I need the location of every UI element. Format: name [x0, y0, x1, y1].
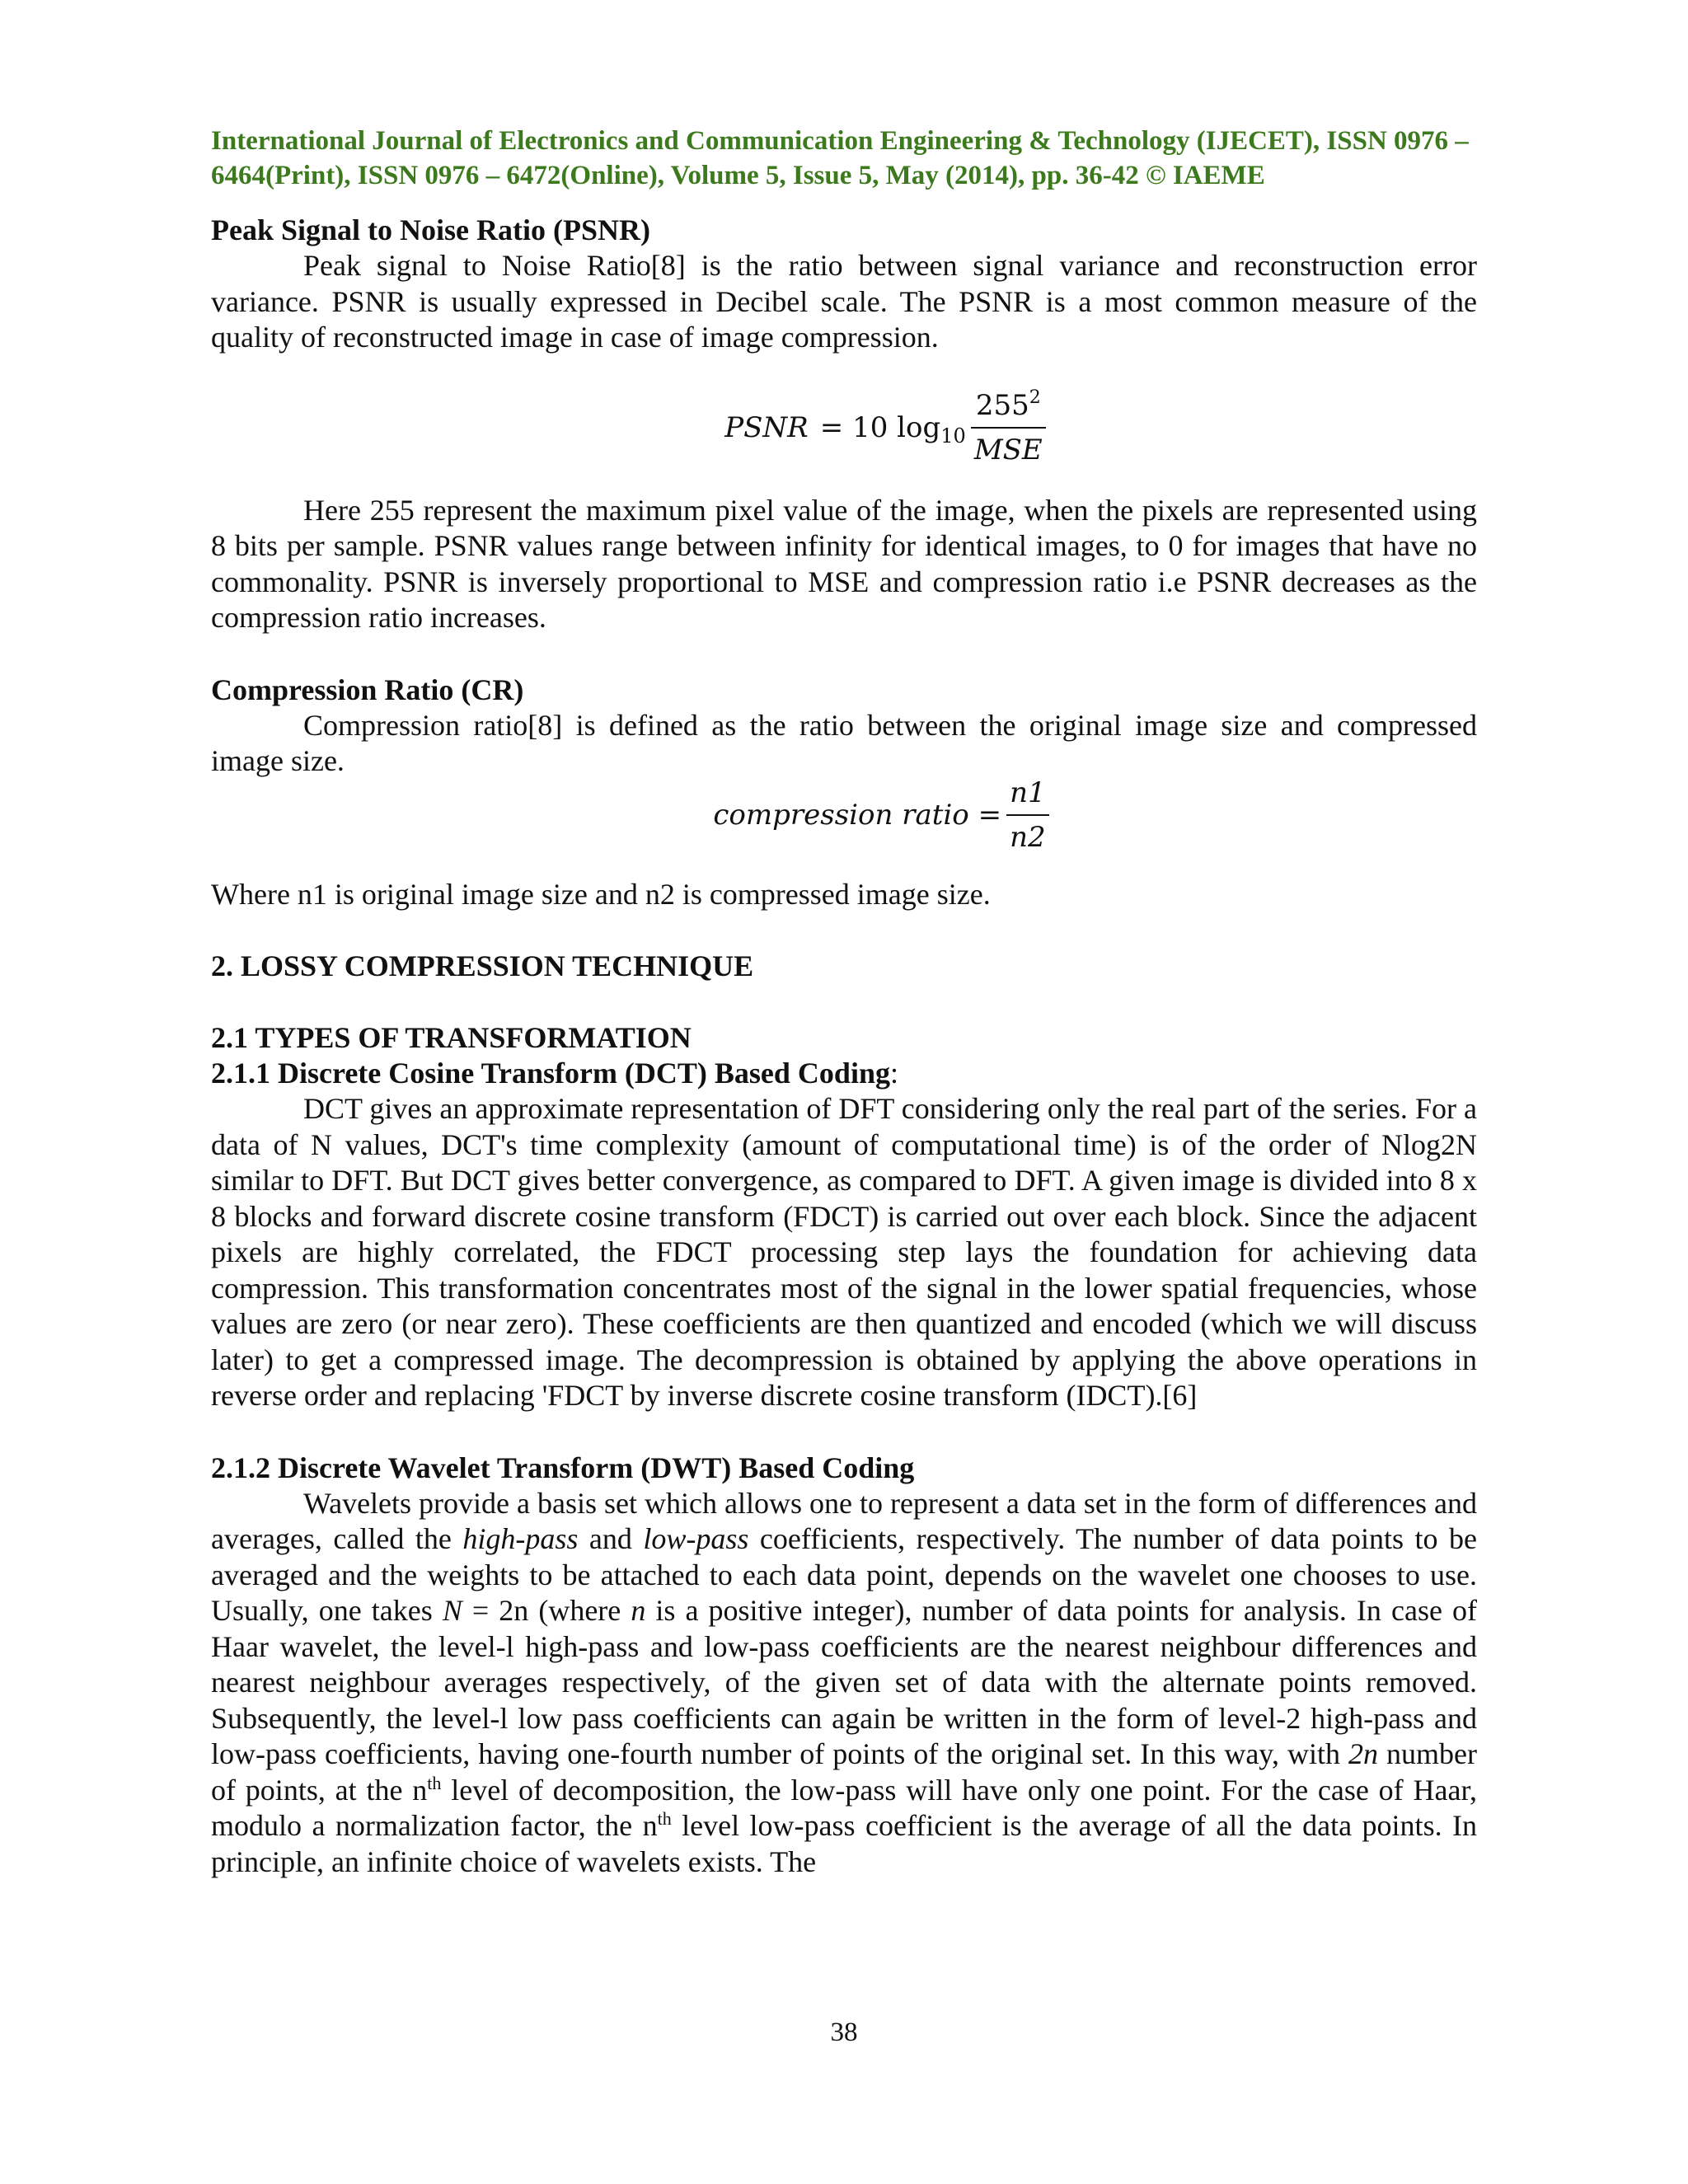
cr-eq-denominator: n2	[1006, 814, 1049, 854]
section-2-1-2-heading: 2.1.2 Discrete Wavelet Transform (DWT) Based Coding	[211, 1451, 915, 1484]
dwt-italic-N: N	[442, 1594, 462, 1627]
psnr-equation	[293, 389, 1477, 466]
dwt-paragraph	[211, 1486, 1477, 1881]
psnr-eq-op: = 10 log	[819, 410, 941, 444]
psnr-eq-denominator: MSE	[971, 427, 1046, 466]
dwt-text-1: Wavelets provide a basis set which allows one to represent a data set in the form of differences and averages, called the	[211, 1486, 1477, 1555]
dwt-text-5: is a positive integer), number of data points for analysis. In case of Haar wavelet, the level-l high-pass and low-pass coefficients are the nearest neighbour differences and nearest neighbour averages respectively, of the given set of data with the alternate points removed. Subsequently, the level-l low pass coefficients can again be written in the form of level-2 high-pass and low-pass coefficients, having one-fourth number of points of the original set. In this way, with	[211, 1594, 1477, 1770]
journal-header-line-1: International Journal of Electronics and Communication Engineering & Technology (IJECET), ISSN 0976 –	[211, 126, 1469, 156]
psnr-eq-exponent: 2	[1029, 387, 1041, 408]
cr-eq-numerator: n1	[1010, 776, 1046, 809]
psnr-paragraph-1: Peak signal to Noise Ratio[8] is the ratio between signal variance and reconstruction error variance. PSNR is usually expressed in Decibel scale. The PSNR is a most common measure of the quality of reconstructed image in case of image compression.	[211, 249, 1477, 354]
psnr-paragraph-2: Here 255 represent the maximum pixel value of the image, when the pixels are represented using 8 bits per sample. PSNR values range between infinity for identical images, to 0 for images that have no commonality. PSNR is inversely proportional to MSE and compression ratio i.e PSNR decreases as the compression ratio increases.	[211, 493, 1477, 634]
dwt-text-7: level of decomposition, the low-pass will have only one point. For the case of Haar, modulo a normalization factor, the n	[211, 1773, 1478, 1842]
journal-header-line-2: 6464(Print), ISSN 0976 – 6472(Online), Volume 5, Issue 5, May (2014), pp. 36-42 © IAEME	[211, 161, 1265, 190]
dct-paragraph: DCT gives an approximate representation of DFT considering only the real part of the series. For a data of N values, DCT's time complexity (amount of computational time) is of the order of Nlog2N similar to DFT. But DCT gives better convergence, as compared to DFT. A given image is divided into 8 x 8 blocks and forward discrete cosine transform (FDCT) is carried out over each block. Since the adjacent pixels are highly correlated, the FDCT processing step lays the foundation for achieving data compression. This transformation concentrates most of the signal in the lower spatial frequencies, whose values are zero (or near zero). These coefficients are then quantized and encoded (which we will discuss later) to get a compressed image. The decompression is obtained by applying the above operations in reverse order and replacing 'FDCT by inverse discrete cosine transform (IDCT).[6]	[211, 1092, 1477, 1412]
dwt-text-3: coefficients, respectively. The number of data points to be averaged and the weights to be attached to each data point, depends on the wavelet one chooses to use. Usually, one takes	[211, 1522, 1477, 1627]
psnr-eq-log-base: 10	[940, 424, 966, 448]
dwt-italic-2n: 2n	[1348, 1737, 1379, 1770]
dwt-superscript-th-1: th	[427, 1772, 442, 1793]
section-2-heading: 2. LOSSY COMPRESSION TECHNIQUE	[211, 949, 754, 982]
section-2-1-1-title: 2.1.1 Discrete Cosine Transform (DCT) Based Coding	[211, 1057, 890, 1090]
psnr-heading: Peak Signal to Noise Ratio (PSNR)	[211, 213, 650, 246]
cr-heading: Compression Ratio (CR)	[211, 673, 524, 706]
dwt-italic-n: n	[631, 1594, 646, 1627]
page-body	[211, 124, 1477, 1880]
dwt-superscript-th-2: th	[657, 1808, 672, 1829]
dwt-text-2: and	[578, 1522, 644, 1555]
psnr-eq-fraction	[971, 389, 1046, 466]
section-2-1-1-heading	[211, 1056, 1477, 1091]
journal-header	[211, 124, 1477, 193]
dwt-text-6: number of points, at the n	[211, 1737, 1478, 1807]
dwt-text-8: level low-pass coefficient is the average of all the data points. In principle, an infinite choice of wavelets exists. The	[211, 1809, 1478, 1878]
dwt-italic-high-pass: high-pass	[462, 1522, 579, 1555]
cr-equation	[285, 776, 1477, 854]
section-2-1-1-colon: :	[889, 1057, 898, 1090]
cr-paragraph-1: Compression ratio[8] is defined as the ratio between the original image size and compressed image size.	[211, 708, 1477, 777]
psnr-eq-numerator: 255	[975, 388, 1029, 422]
dwt-italic-low-pass: low-pass	[643, 1522, 749, 1555]
dwt-text-4: = 2n (where	[462, 1594, 631, 1627]
cr-paragraph-2: Where n1 is original image size and n2 is compressed image size.	[211, 877, 991, 911]
cr-eq-lhs: compression ratio =	[713, 798, 1002, 832]
psnr-eq-lhs: PSNR	[724, 410, 809, 444]
page-number: 38	[830, 2018, 858, 2047]
cr-eq-fraction	[1006, 776, 1049, 854]
section-2-1-heading: 2.1 TYPES OF TRANSFORMATION	[211, 1021, 692, 1054]
